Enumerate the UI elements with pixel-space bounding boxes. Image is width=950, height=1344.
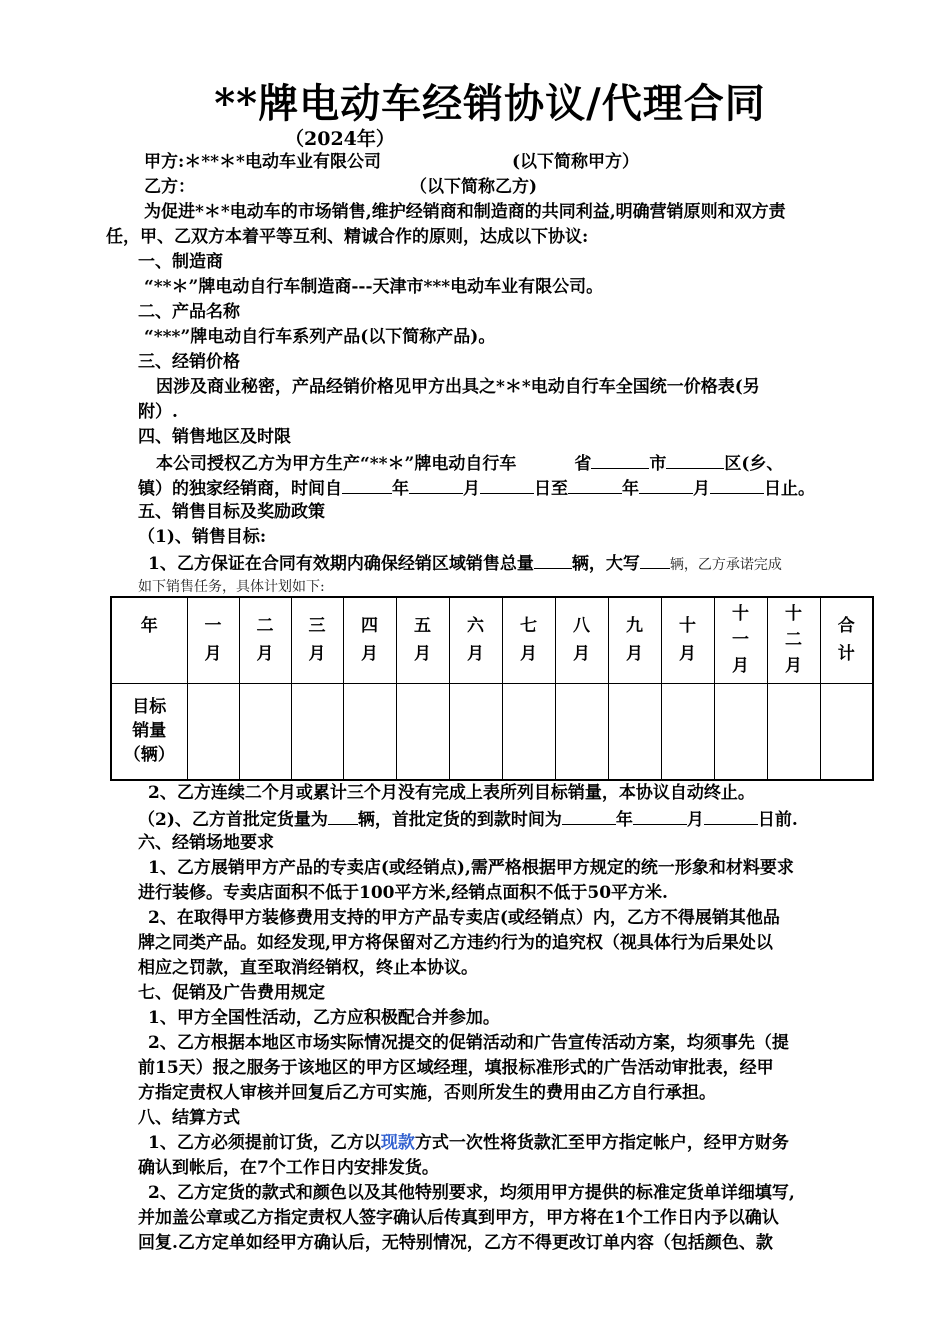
row-label-line: （辆） bbox=[123, 745, 175, 766]
row-label-line: 目标 bbox=[132, 697, 167, 718]
target-input-cell[interactable] bbox=[767, 683, 820, 780]
section-6-2-line-3: 相应之罚款，直至取消经销权，终止本协议。 bbox=[138, 958, 478, 978]
target-input-cell[interactable] bbox=[239, 683, 291, 780]
end-day-blank bbox=[710, 477, 764, 494]
section-5-1-plan: 如下销售任务，具体计划如下: bbox=[138, 579, 325, 595]
pay-year-blank bbox=[562, 808, 616, 825]
section-4-title: 四、销售地区及时限 bbox=[138, 427, 291, 447]
section-8-2-line-3: 回复.乙方定单如经甲方确认后，无特别情况，乙方不得更改订单内容（包括颜色、款 bbox=[138, 1233, 773, 1253]
month-cell bbox=[239, 597, 291, 683]
end-year-blank bbox=[568, 477, 622, 494]
row-label-cell bbox=[111, 683, 187, 780]
target-input-cell[interactable] bbox=[396, 683, 449, 780]
s4-year1: 年 bbox=[392, 479, 409, 499]
section-5-1-line bbox=[148, 552, 782, 575]
s5-total-text: 1、乙方保证在合同有效期内确保经销区域销售总量 bbox=[148, 554, 534, 574]
month-cell bbox=[502, 597, 555, 683]
start-month-blank bbox=[409, 477, 463, 494]
target-input-cell[interactable] bbox=[291, 683, 343, 780]
sales-target-table bbox=[110, 596, 874, 781]
target-input-cell[interactable] bbox=[661, 683, 714, 780]
target-total-cell[interactable] bbox=[820, 683, 873, 780]
end-month-blank bbox=[639, 477, 693, 494]
section-8-2-line-1: 2、乙方定货的款式和颜色以及其他特别要求，均须用甲方提供的标准定货单详细填写, bbox=[148, 1183, 795, 1203]
section-8-2-line-2: 并加盖公章或乙方指定责权人签字确认后传真到甲方，甲方将在1个工作日内予以确认 bbox=[138, 1208, 779, 1228]
s5-capital-text: 辆，大写 bbox=[571, 554, 640, 574]
month-cell bbox=[449, 597, 502, 683]
month-label: 十二月 bbox=[785, 604, 802, 677]
target-input-cell[interactable] bbox=[343, 683, 396, 780]
s8-transfer-text: 方式一次性将货款汇至甲方指定帐户，经甲方财务 bbox=[414, 1133, 789, 1153]
start-day-blank bbox=[480, 477, 534, 494]
month-label: 十一月 bbox=[732, 604, 749, 677]
section-5-1-title: （1)、销售目标: bbox=[138, 527, 267, 547]
party-a-note: (以下简称甲方） bbox=[512, 152, 640, 172]
month-label: 七月 bbox=[520, 616, 537, 665]
section-5-title: 五、销售目标及奖励政策 bbox=[138, 502, 325, 522]
section-6-1-line-1: 1、乙方展销甲方产品的专卖店(或经销点),需严格根据甲方规定的统一形象和材料要求 bbox=[148, 858, 794, 878]
party-b-label: 乙方： bbox=[144, 177, 195, 197]
section-6-title: 六、经销场地要求 bbox=[138, 833, 274, 853]
month-cell bbox=[343, 597, 396, 683]
total-cell bbox=[820, 597, 873, 683]
section-8-1-line-2: 确认到帐后，在7个工作日内安排发货。 bbox=[138, 1158, 439, 1178]
s5-pay-day: 日前. bbox=[757, 810, 798, 830]
header-year-label: 年 bbox=[140, 616, 158, 637]
target-input-cell[interactable] bbox=[187, 683, 239, 780]
s5-pay-year: 年 bbox=[615, 810, 633, 830]
month-label: 一月 bbox=[204, 616, 222, 665]
table-target-row bbox=[111, 683, 873, 780]
capital-qty-blank bbox=[640, 552, 670, 569]
section-7-2-line-2: 前15天）报之服务于该地区的甲方区域经理，填报标准形式的广告活动审批表，经甲 bbox=[138, 1058, 774, 1078]
pay-day-blank bbox=[704, 808, 758, 825]
party-b-note: （以下简称乙方) bbox=[410, 177, 538, 197]
s4-province: 省 bbox=[574, 454, 592, 474]
section-6-2-line-1: 2、在取得甲方装修费用支持的甲方产品专卖店(或经销点）内，乙方不得展销其他品 bbox=[148, 908, 780, 928]
header-year-cell bbox=[111, 597, 187, 683]
section-5-2: 2、乙方连续二个月或累计三个月没有完成上表所列目标销量，本协议自动终止。 bbox=[148, 783, 755, 803]
month-label: 十月 bbox=[679, 616, 696, 665]
section-7-title: 七、促销及广告费用规定 bbox=[138, 983, 325, 1003]
intro-line-2: 任，甲、乙双方本着平等互利、精诚合作的原则，达成以下协议: bbox=[106, 227, 589, 247]
section-4-line-1 bbox=[156, 452, 783, 474]
party-a-line bbox=[144, 152, 381, 172]
intro-line-1: 为促进*＊*电动车的市场销售,维护经销商和制造商的共同利益,明确营销原则和双方责 bbox=[144, 202, 786, 222]
month-cell bbox=[714, 597, 767, 683]
month-label: 六月 bbox=[467, 616, 484, 665]
section-4-line-2 bbox=[138, 477, 815, 499]
section-7-2-line-1: 2、乙方根据本地区市场实际情况提交的促销活动和广告宣传活动方案，均须事先（提 bbox=[148, 1033, 789, 1053]
province-blank bbox=[591, 452, 649, 469]
start-year-blank bbox=[342, 477, 392, 494]
section-6-2-line-2: 牌之同类产品。如经发现,甲方将保留对乙方违约行为的追究权（视具体行为后果处以 bbox=[138, 933, 773, 953]
section-8-1-line-1 bbox=[148, 1133, 789, 1153]
month-cell bbox=[661, 597, 714, 683]
total-label: 合计 bbox=[837, 616, 855, 665]
section-6-1-line-2: 进行装修。专卖店面积不低于100平方米,经销点面积不低于50平方米. bbox=[138, 883, 668, 903]
section-2-text: “***”牌电动自行车系列产品(以下简称产品)。 bbox=[144, 327, 496, 347]
section-7-1: 1、甲方全国性活动，乙方应积极配合并参加。 bbox=[148, 1008, 500, 1028]
month-label: 四月 bbox=[361, 616, 378, 665]
month-cell bbox=[396, 597, 449, 683]
total-qty-blank bbox=[534, 552, 572, 569]
document-title: **牌电动车经销协议/代理合同 bbox=[214, 80, 766, 127]
s4-time-text: 镇）的独家经销商，时间自 bbox=[138, 479, 342, 499]
section-1-title: 一、制造商 bbox=[138, 252, 223, 272]
s4-city: 市 bbox=[649, 454, 667, 474]
month-cell bbox=[555, 597, 608, 683]
month-label: 二月 bbox=[256, 616, 274, 665]
section-3-text-2: 附）. bbox=[138, 402, 178, 422]
month-label: 八月 bbox=[573, 616, 590, 665]
s4-auth-text: 本公司授权乙方为甲方生产“**＊”牌电动自行车 bbox=[156, 454, 517, 474]
month-label: 三月 bbox=[308, 616, 326, 665]
s5-first-order-text: （2)、乙方首批定货量为 bbox=[138, 810, 328, 830]
document-year: （2024年） bbox=[285, 128, 395, 150]
month-label: 九月 bbox=[626, 616, 643, 665]
first-order-blank bbox=[328, 808, 358, 825]
month-cell bbox=[767, 597, 820, 683]
s8-order-text: 1、乙方必须提前订货，乙方以 bbox=[148, 1133, 381, 1153]
s4-day1: 日至 bbox=[534, 479, 568, 499]
s5-pay-month: 月 bbox=[686, 810, 704, 830]
table-header-row bbox=[111, 597, 873, 683]
section-2-title: 二、产品名称 bbox=[138, 302, 240, 322]
section-7-2-line-3: 方指定责权人审核并回复后乙方可实施，否则所发生的费用由乙方自行承担。 bbox=[138, 1083, 716, 1103]
section-3-text-1: 因涉及商业秘密，产品经销价格见甲方出具之*＊*电动自行车全国统一价格表(另 bbox=[156, 377, 760, 397]
month-cell bbox=[291, 597, 343, 683]
section-1-text: “**＊”牌电动自行车制造商---天津市***电动车业有限公司。 bbox=[144, 277, 604, 297]
target-input-cell[interactable] bbox=[555, 683, 608, 780]
s4-year2: 年 bbox=[622, 479, 639, 499]
target-input-cell[interactable] bbox=[714, 683, 767, 780]
cash-link[interactable]: 现款 bbox=[380, 1133, 415, 1153]
section-8-title: 八、结算方式 bbox=[138, 1108, 240, 1128]
party-a-name: 甲方:＊**＊*电动车业有限公司 bbox=[144, 152, 381, 172]
s4-day2: 日止。 bbox=[764, 479, 815, 499]
month-cell bbox=[187, 597, 239, 683]
section-3-title: 三、经销价格 bbox=[138, 352, 240, 372]
row-label-line: 销量 bbox=[132, 721, 167, 742]
month-label: 五月 bbox=[414, 616, 431, 665]
s4-month1: 月 bbox=[463, 479, 480, 499]
s5-payment-text: 辆，首批定货的到款时间为 bbox=[357, 810, 562, 830]
city-blank bbox=[666, 452, 724, 469]
pay-month-blank bbox=[633, 808, 687, 825]
target-input-cell[interactable] bbox=[502, 683, 555, 780]
s4-month2: 月 bbox=[693, 479, 710, 499]
month-cell bbox=[608, 597, 661, 683]
target-input-cell[interactable] bbox=[449, 683, 502, 780]
s4-district: 区(乡、 bbox=[724, 454, 784, 474]
section-5-3 bbox=[138, 808, 798, 830]
s5-promise-text: 辆，乙方承诺完成 bbox=[669, 557, 782, 573]
target-input-cell[interactable] bbox=[608, 683, 661, 780]
